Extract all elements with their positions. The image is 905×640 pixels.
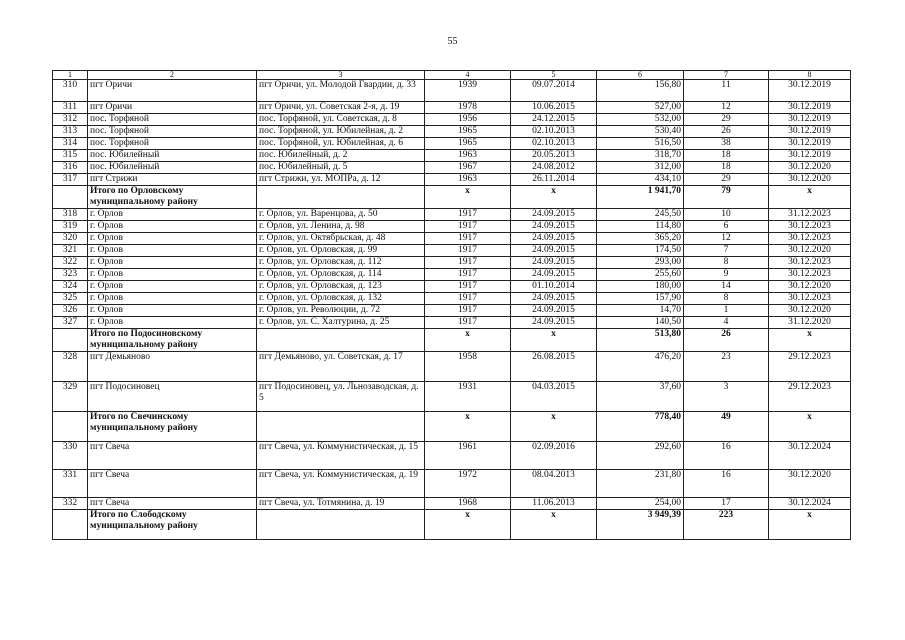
year-built-cell: 1967 [425, 162, 511, 174]
address-cell: пгт Свеча, ул. Тотмянина, д. 19 [257, 498, 425, 510]
count-cell: 3 [684, 382, 769, 412]
row-number-cell: 329 [53, 382, 88, 412]
date-cell: 08.04.2013 [511, 470, 597, 498]
deadline-cell: 30.12.2019 [769, 80, 851, 102]
address-cell: пос. Торфяной, ул. Юбилейная, д. 6 [257, 138, 425, 150]
deadline-cell: 31.12.2020 [769, 317, 851, 329]
area-cell: 3 949,39 [597, 510, 684, 540]
area-cell: 434,10 [597, 174, 684, 186]
year-built-cell: 1965 [425, 126, 511, 138]
table-row [53, 126, 851, 138]
date-cell: 09.07.2014 [511, 80, 597, 102]
year-built-cell: 1939 [425, 80, 511, 102]
area-cell: 14,70 [597, 305, 684, 317]
area-cell: 318,70 [597, 150, 684, 162]
column-number-row [53, 71, 851, 80]
row-number-cell [53, 329, 88, 352]
locality-cell: пос. Торфяной [88, 126, 257, 138]
locality-cell: г. Орлов [88, 245, 257, 257]
row-number-cell: 311 [53, 102, 88, 114]
table-row [53, 102, 851, 114]
area-cell: 114,80 [597, 221, 684, 233]
table-row [53, 269, 851, 281]
area-cell: 245,50 [597, 209, 684, 221]
count-cell: 8 [684, 257, 769, 269]
deadline-cell: 30.12.2023 [769, 233, 851, 245]
table-row [53, 174, 851, 186]
date-cell: x [511, 412, 597, 442]
address-cell: пгт Оричи, ул. Советская 2-я, д. 19 [257, 102, 425, 114]
column-number-header: 2 [88, 71, 257, 80]
deadline-cell: 30.12.2020 [769, 470, 851, 498]
table-row [53, 162, 851, 174]
date-cell: 02.09.2016 [511, 442, 597, 470]
row-number-cell: 322 [53, 257, 88, 269]
deadline-cell: x [769, 412, 851, 442]
deadline-cell: 30.12.2024 [769, 498, 851, 510]
address-cell [257, 186, 425, 209]
deadline-cell: x [769, 186, 851, 209]
row-number-cell: 318 [53, 209, 88, 221]
locality-cell: г. Орлов [88, 305, 257, 317]
address-cell: пгт Демьяново, ул. Советская, д. 17 [257, 352, 425, 382]
table-row [53, 257, 851, 269]
date-cell: 02.10.2013 [511, 138, 597, 150]
date-cell: 24.09.2015 [511, 209, 597, 221]
count-cell: 4 [684, 317, 769, 329]
locality-cell: г. Орлов [88, 293, 257, 305]
date-cell: 24.09.2015 [511, 305, 597, 317]
date-cell: 24.09.2015 [511, 269, 597, 281]
date-cell: 24.12.2015 [511, 114, 597, 126]
date-cell: 01.10.2014 [511, 281, 597, 293]
year-built-cell: 1917 [425, 281, 511, 293]
date-cell: 24.09.2015 [511, 317, 597, 329]
address-cell: г. Орлов, ул. Октябрьская, д. 48 [257, 233, 425, 245]
count-cell: 38 [684, 138, 769, 150]
area-cell: 312,00 [597, 162, 684, 174]
address-cell: пгт Свеча, ул. Коммунистическая, д. 19 [257, 470, 425, 498]
row-number-cell: 331 [53, 470, 88, 498]
date-cell: 26.08.2015 [511, 352, 597, 382]
column-number-header: 3 [257, 71, 425, 80]
column-number-header: 1 [53, 71, 88, 80]
area-cell: 527,00 [597, 102, 684, 114]
row-number-cell [53, 186, 88, 209]
year-built-cell: 1965 [425, 138, 511, 150]
table-row [53, 442, 851, 470]
address-cell: г. Орлов, ул. Орловская, д. 112 [257, 257, 425, 269]
year-built-cell: x [425, 510, 511, 540]
deadline-cell: x [769, 329, 851, 352]
locality-cell: пгт Стрижи [88, 174, 257, 186]
locality-cell: пгт Свеча [88, 442, 257, 470]
count-cell: 29 [684, 114, 769, 126]
locality-cell: пос. Торфяной [88, 138, 257, 150]
area-cell: 140,50 [597, 317, 684, 329]
year-built-cell: 1917 [425, 233, 511, 245]
year-built-cell: 1917 [425, 209, 511, 221]
deadline-cell: 29.12.2023 [769, 352, 851, 382]
count-cell: 10 [684, 209, 769, 221]
year-built-cell: x [425, 186, 511, 209]
count-cell: 12 [684, 233, 769, 245]
locality-cell: пгт Оричи [88, 102, 257, 114]
count-cell: 26 [684, 329, 769, 352]
housing-registry-table [52, 70, 851, 540]
row-number-cell: 314 [53, 138, 88, 150]
date-cell: 24.09.2015 [511, 221, 597, 233]
table-row [53, 114, 851, 126]
table-row [53, 498, 851, 510]
row-number-cell: 327 [53, 317, 88, 329]
district-total-row [53, 412, 851, 442]
district-total-label: Итого по Подосиновскому муниципальному району [88, 329, 257, 352]
district-total-label: Итого по Орловскому муниципальному району [88, 186, 257, 209]
area-cell: 365,20 [597, 233, 684, 245]
deadline-cell: 31.12.2023 [769, 209, 851, 221]
address-cell: пгт Оричи, ул. Молодой Гвардии, д. 33 [257, 80, 425, 102]
address-cell: пгт Стрижи, ул. МОПРа, д. 12 [257, 174, 425, 186]
date-cell: 04.03.2015 [511, 382, 597, 412]
column-number-header: 5 [511, 71, 597, 80]
table-row [53, 382, 851, 412]
area-cell: 37,60 [597, 382, 684, 412]
area-cell: 255,60 [597, 269, 684, 281]
deadline-cell: 30.12.2019 [769, 138, 851, 150]
row-number-cell: 320 [53, 233, 88, 245]
count-cell: 223 [684, 510, 769, 540]
count-cell: 23 [684, 352, 769, 382]
date-cell: 11.06.2013 [511, 498, 597, 510]
address-cell: г. Орлов, ул. Революции, д. 72 [257, 305, 425, 317]
area-cell: 293,00 [597, 257, 684, 269]
row-number-cell: 328 [53, 352, 88, 382]
date-cell: 26.11.2014 [511, 174, 597, 186]
year-built-cell: 1963 [425, 150, 511, 162]
year-built-cell: 1963 [425, 174, 511, 186]
address-cell: г. Орлов, ул. Орловская, д. 114 [257, 269, 425, 281]
year-built-cell: 1961 [425, 442, 511, 470]
table-row [53, 245, 851, 257]
row-number-cell: 319 [53, 221, 88, 233]
year-built-cell: 1917 [425, 317, 511, 329]
deadline-cell: 30.12.2023 [769, 257, 851, 269]
locality-cell: пос. Торфяной [88, 114, 257, 126]
year-built-cell: 1917 [425, 257, 511, 269]
locality-cell: г. Орлов [88, 209, 257, 221]
date-cell: 20.05.2013 [511, 150, 597, 162]
district-total-label: Итого по Свечинскому муниципальному району [88, 412, 257, 442]
area-cell: 180,00 [597, 281, 684, 293]
year-built-cell: 1917 [425, 269, 511, 281]
locality-cell: пгт Оричи [88, 80, 257, 102]
count-cell: 26 [684, 126, 769, 138]
year-built-cell: 1931 [425, 382, 511, 412]
year-built-cell: x [425, 329, 511, 352]
count-cell: 79 [684, 186, 769, 209]
column-number-header: 6 [597, 71, 684, 80]
date-cell: 24.08.2012 [511, 162, 597, 174]
date-cell: 24.09.2015 [511, 245, 597, 257]
area-cell: 513,80 [597, 329, 684, 352]
row-number-cell: 312 [53, 114, 88, 126]
table-row [53, 317, 851, 329]
count-cell: 18 [684, 150, 769, 162]
area-cell: 476,20 [597, 352, 684, 382]
table-row [53, 470, 851, 498]
deadline-cell: 30.12.2020 [769, 281, 851, 293]
deadline-cell: 30.12.2019 [769, 150, 851, 162]
deadline-cell: 30.12.2024 [769, 442, 851, 470]
locality-cell: г. Орлов [88, 257, 257, 269]
locality-cell: г. Орлов [88, 233, 257, 245]
address-cell: пгт Подосиновец, ул. Льнозаводская, д. 5 [257, 382, 425, 412]
year-built-cell: x [425, 412, 511, 442]
table-row [53, 150, 851, 162]
count-cell: 17 [684, 498, 769, 510]
column-number-header: 4 [425, 71, 511, 80]
table-row [53, 305, 851, 317]
row-number-cell: 315 [53, 150, 88, 162]
count-cell: 1 [684, 305, 769, 317]
count-cell: 18 [684, 162, 769, 174]
year-built-cell: 1917 [425, 293, 511, 305]
date-cell: 10.06.2015 [511, 102, 597, 114]
address-cell: пос. Торфяной, ул. Юбилейная, д. 2 [257, 126, 425, 138]
deadline-cell: 30.12.2020 [769, 305, 851, 317]
date-cell: x [511, 510, 597, 540]
deadline-cell: 30.12.2020 [769, 245, 851, 257]
row-number-cell: 330 [53, 442, 88, 470]
locality-cell: пос. Юбилейный [88, 162, 257, 174]
deadline-cell: 29.12.2023 [769, 382, 851, 412]
year-built-cell: 1972 [425, 470, 511, 498]
table-row [53, 281, 851, 293]
page-number: 55 [447, 36, 458, 47]
date-cell: 24.09.2015 [511, 233, 597, 245]
locality-cell: пгт Свеча [88, 470, 257, 498]
date-cell: x [511, 329, 597, 352]
table-row [53, 221, 851, 233]
column-number-header: 7 [684, 71, 769, 80]
deadline-cell: 30.12.2020 [769, 162, 851, 174]
row-number-cell: 313 [53, 126, 88, 138]
row-number-cell: 317 [53, 174, 88, 186]
area-cell: 516,50 [597, 138, 684, 150]
year-built-cell: 1917 [425, 221, 511, 233]
area-cell: 174,50 [597, 245, 684, 257]
address-cell: г. Орлов, ул. Орловская, д. 123 [257, 281, 425, 293]
deadline-cell: 30.12.2020 [769, 174, 851, 186]
table-row [53, 209, 851, 221]
locality-cell: пгт Свеча [88, 498, 257, 510]
deadline-cell: 30.12.2019 [769, 126, 851, 138]
count-cell: 12 [684, 102, 769, 114]
year-built-cell: 1917 [425, 245, 511, 257]
district-total-label: Итого по Слободскому муниципальному району [88, 510, 257, 540]
address-cell: пос. Юбилейный, д. 2 [257, 150, 425, 162]
area-cell: 156,80 [597, 80, 684, 102]
count-cell: 9 [684, 269, 769, 281]
row-number-cell [53, 510, 88, 540]
table-row [53, 138, 851, 150]
row-number-cell: 310 [53, 80, 88, 102]
table-row [53, 80, 851, 102]
area-cell: 292,60 [597, 442, 684, 470]
area-cell: 254,00 [597, 498, 684, 510]
year-built-cell: 1956 [425, 114, 511, 126]
column-number-header: 8 [769, 71, 851, 80]
address-cell [257, 510, 425, 540]
row-number-cell: 326 [53, 305, 88, 317]
year-built-cell: 1968 [425, 498, 511, 510]
area-cell: 778,40 [597, 412, 684, 442]
area-cell: 532,00 [597, 114, 684, 126]
date-cell: 24.09.2015 [511, 293, 597, 305]
area-cell: 530,40 [597, 126, 684, 138]
date-cell: 24.09.2015 [511, 257, 597, 269]
address-cell: г. Орлов, ул. С. Халтурина, д. 25 [257, 317, 425, 329]
locality-cell: пос. Юбилейный [88, 150, 257, 162]
address-cell: г. Орлов, ул. Варенцова, д. 50 [257, 209, 425, 221]
count-cell: 16 [684, 442, 769, 470]
count-cell: 11 [684, 80, 769, 102]
address-cell: пос. Юбилейный, д. 5 [257, 162, 425, 174]
deadline-cell: 30.12.2019 [769, 114, 851, 126]
address-cell [257, 329, 425, 352]
area-cell: 157,90 [597, 293, 684, 305]
deadline-cell: 30.12.2019 [769, 102, 851, 114]
area-cell: 1 941,70 [597, 186, 684, 209]
row-number-cell: 323 [53, 269, 88, 281]
count-cell: 6 [684, 221, 769, 233]
year-built-cell: 1978 [425, 102, 511, 114]
count-cell: 14 [684, 281, 769, 293]
address-cell: г. Орлов, ул. Ленина, д. 98 [257, 221, 425, 233]
address-cell [257, 412, 425, 442]
deadline-cell: 30.12.2023 [769, 293, 851, 305]
locality-cell: г. Орлов [88, 221, 257, 233]
address-cell: пос. Торфяной, ул. Советская, д. 8 [257, 114, 425, 126]
area-cell: 231,80 [597, 470, 684, 498]
locality-cell: пгт Подосиновец [88, 382, 257, 412]
locality-cell: г. Орлов [88, 317, 257, 329]
row-number-cell [53, 412, 88, 442]
count-cell: 7 [684, 245, 769, 257]
count-cell: 8 [684, 293, 769, 305]
date-cell: x [511, 186, 597, 209]
count-cell: 29 [684, 174, 769, 186]
district-total-row [53, 510, 851, 540]
deadline-cell: x [769, 510, 851, 540]
table-row [53, 293, 851, 305]
address-cell: пгт Свеча, ул. Коммунистическая, д. 15 [257, 442, 425, 470]
year-built-cell: 1917 [425, 305, 511, 317]
table-row [53, 233, 851, 245]
count-cell: 49 [684, 412, 769, 442]
address-cell: г. Орлов, ул. Орловская, д. 132 [257, 293, 425, 305]
deadline-cell: 30.12.2023 [769, 269, 851, 281]
table-row [53, 352, 851, 382]
row-number-cell: 325 [53, 293, 88, 305]
district-total-row [53, 186, 851, 209]
row-number-cell: 321 [53, 245, 88, 257]
locality-cell: пгт Демьяново [88, 352, 257, 382]
row-number-cell: 332 [53, 498, 88, 510]
deadline-cell: 30.12.2023 [769, 221, 851, 233]
row-number-cell: 324 [53, 281, 88, 293]
locality-cell: г. Орлов [88, 281, 257, 293]
year-built-cell: 1958 [425, 352, 511, 382]
count-cell: 16 [684, 470, 769, 498]
row-number-cell: 316 [53, 162, 88, 174]
date-cell: 02.10.2013 [511, 126, 597, 138]
district-total-row [53, 329, 851, 352]
address-cell: г. Орлов, ул. Орловская, д. 99 [257, 245, 425, 257]
locality-cell: г. Орлов [88, 269, 257, 281]
